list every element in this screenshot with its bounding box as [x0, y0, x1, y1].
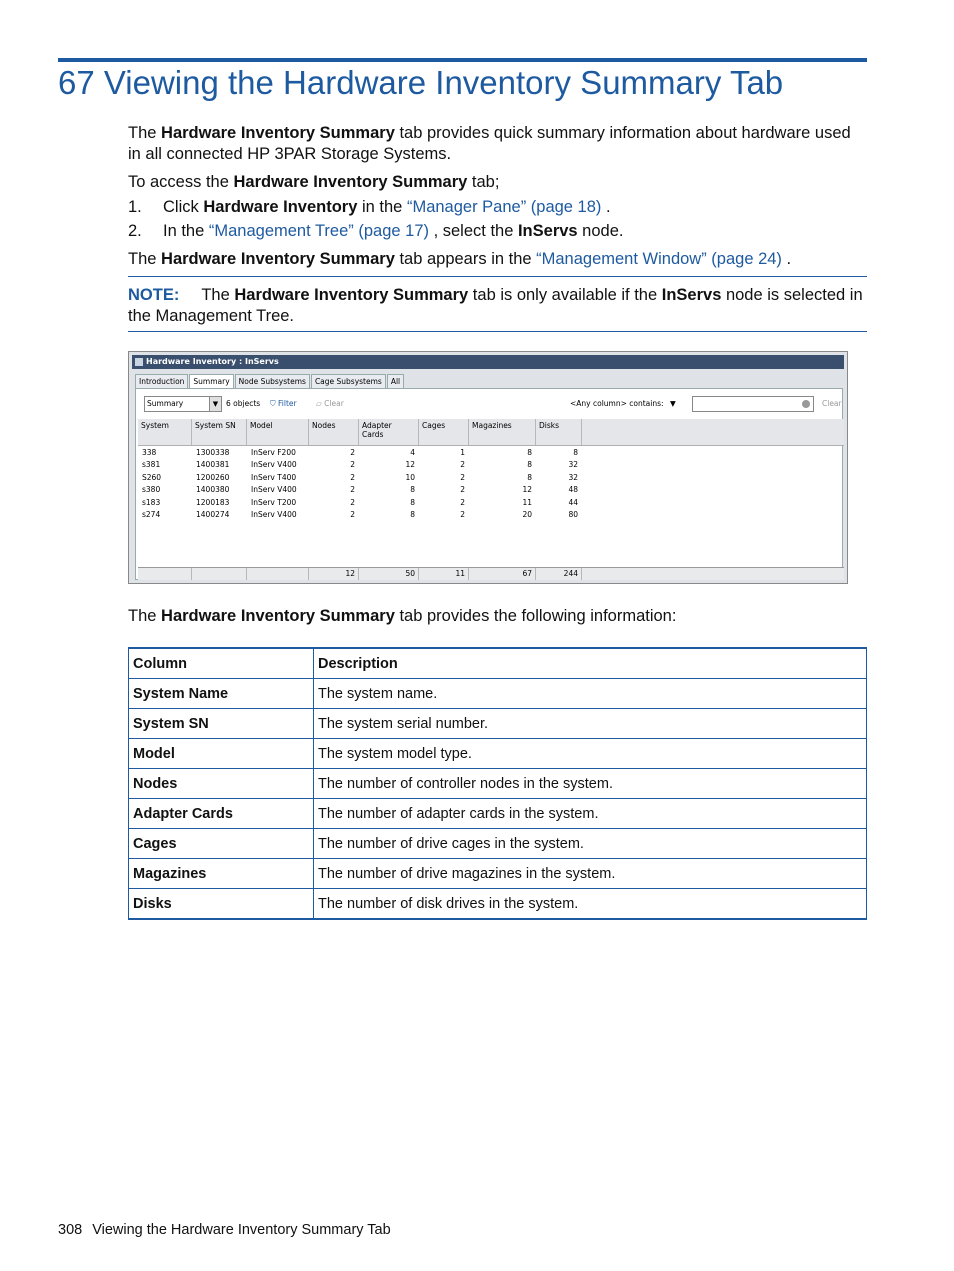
grid-cell: 10	[405, 472, 415, 482]
grid-cell: InServ V400	[251, 485, 297, 495]
step-text: In the	[163, 222, 209, 240]
filter-icon: ⛉	[270, 399, 276, 408]
clear-filter-button[interactable]	[316, 396, 344, 412]
filter-button[interactable]	[270, 396, 297, 412]
table-header-row	[129, 648, 867, 679]
window-titlebar	[132, 355, 844, 369]
tab-cage-subsystems[interactable]: Cage Subsystems	[311, 374, 386, 388]
column-header-cages[interactable]: Cages	[419, 419, 469, 445]
column-header-adapter-cards[interactable]: Adapter Cards	[359, 419, 419, 445]
grid-cell: 1200260	[196, 472, 230, 482]
header-cell: Description	[314, 648, 867, 679]
table-row	[129, 709, 867, 739]
note-label: NOTE:	[128, 286, 180, 304]
grid-cell: 8	[527, 472, 532, 482]
description-cell: The number of drive cages in the system.	[314, 829, 867, 859]
grid-cell: 1	[460, 448, 465, 457]
grid-cell: 2	[460, 472, 465, 482]
intro-post: tab provides quick summary information about hardware used in all connected HP 3PAR Storage Systems.	[128, 124, 851, 163]
grid-cell: 1400381	[196, 460, 230, 470]
grid-cell: 2	[350, 485, 355, 495]
header-cell: Column	[129, 648, 314, 679]
intro-paragraph	[128, 123, 868, 165]
grid-cell: 2	[460, 460, 465, 470]
provides-post: tab provides the following information:	[394, 607, 677, 625]
step-bold: Hardware Inventory	[203, 198, 358, 216]
grid-cell: 20	[522, 510, 532, 519]
column-name-cell: System SN	[129, 709, 314, 739]
column-name-cell: Magazines	[129, 859, 314, 889]
grid-cell: 32	[568, 472, 578, 482]
grid-cell: 80	[568, 510, 578, 519]
note-text: node is selected in the Management Tree.	[128, 286, 863, 325]
table-row[interactable]	[138, 484, 588, 496]
clear-label: Clear	[324, 399, 344, 408]
clear-search-button[interactable]: Clear	[822, 399, 842, 408]
column-description-table	[128, 647, 867, 920]
chevron-down-icon[interactable]: ▼	[670, 399, 676, 408]
grid-cell: 44	[568, 497, 578, 507]
page-footer	[58, 1222, 391, 1238]
grid-cell: 2	[460, 510, 465, 519]
note-bottom-rule	[128, 331, 867, 332]
view-select-value: Summary	[147, 399, 184, 408]
chevron-down-icon: ▼	[209, 397, 221, 411]
access-post: tab;	[467, 173, 500, 191]
appears-bold: Hardware Inventory Summary	[161, 250, 395, 268]
manager-pane-link[interactable]: “Manager Pane” (page 18)	[406, 198, 602, 216]
total-nodes: 12	[309, 568, 359, 580]
management-tree-link[interactable]: “Management Tree” (page 17)	[208, 222, 429, 240]
search-input[interactable]	[692, 396, 814, 412]
table-row	[129, 679, 867, 709]
note-bold: Hardware Inventory Summary	[234, 286, 469, 304]
note-top-rule	[128, 276, 867, 277]
step-text: .	[601, 198, 611, 216]
grid-cell: 8	[410, 485, 415, 495]
grid-cell: s381	[142, 460, 161, 470]
grid-cell: 48	[568, 485, 578, 495]
table-row[interactable]	[138, 509, 588, 521]
column-filter-select[interactable]: <Any column> contains:	[570, 399, 664, 408]
note-text: The	[201, 286, 235, 304]
view-select[interactable]	[144, 396, 222, 412]
provides-paragraph	[128, 606, 868, 627]
grid-cell: 32	[568, 460, 578, 470]
step-text: in the	[357, 198, 407, 216]
column-name-cell: Cages	[129, 829, 314, 859]
grid-cell: 2	[350, 510, 355, 519]
search-icon	[802, 400, 810, 408]
grid-cell: 12	[522, 485, 532, 495]
total-cell	[192, 568, 247, 580]
grid-cell: S260	[142, 472, 162, 482]
grid-cell: 11	[522, 497, 532, 507]
grid-totals-row	[138, 567, 844, 580]
access-paragraph	[128, 172, 868, 193]
column-name-cell: Nodes	[129, 769, 314, 799]
table-row	[129, 889, 867, 920]
table-row	[129, 829, 867, 859]
access-bold: Hardware Inventory Summary	[233, 173, 468, 191]
grid-cell: 8	[410, 510, 415, 519]
total-magazines: 67	[469, 568, 536, 580]
summary-grid	[138, 419, 844, 579]
grid-cell: 338	[142, 448, 157, 457]
hardware-inventory-screenshot	[128, 351, 848, 584]
description-cell: The system model type.	[314, 739, 867, 769]
column-name-cell: Adapter Cards	[129, 799, 314, 829]
tab-all[interactable]: All	[387, 374, 404, 388]
tab-introduction[interactable]: Introduction	[135, 374, 188, 388]
management-window-link[interactable]: “Management Window” (page 24)	[536, 250, 782, 268]
grid-cell: InServ V400	[251, 510, 297, 519]
column-header-nodes[interactable]: Nodes	[309, 419, 359, 445]
grid-cell: InServ V400	[251, 460, 297, 470]
eraser-icon: ▱	[316, 399, 322, 408]
page-number: 308	[58, 1222, 83, 1238]
step-number: 1.	[128, 198, 142, 216]
total-cell	[138, 568, 192, 580]
grid-cell: 12	[405, 460, 415, 470]
grid-cell: 1200183	[196, 497, 230, 507]
table-row	[129, 799, 867, 829]
column-name-cell: System Name	[129, 679, 314, 709]
grid-cell: 2	[460, 497, 465, 507]
grid-cell: InServ T200	[251, 497, 297, 507]
provides-pre: The	[128, 607, 162, 625]
intro-pre: The	[128, 124, 162, 142]
column-header-system-sn[interactable]: System SN	[192, 419, 247, 445]
grid-cell: InServ F200	[251, 448, 296, 457]
window-title: Hardware Inventory : InServs	[146, 357, 279, 366]
footer-title: Viewing the Hardware Inventory Summary Tab	[92, 1222, 391, 1238]
grid-cell: s380	[142, 485, 161, 495]
grid-toolbar	[142, 396, 842, 412]
appears-mid: tab appears in the	[394, 250, 537, 268]
appears-pre: The	[128, 250, 162, 268]
description-cell: The number of disk drives in the system.	[314, 889, 867, 920]
note-text: tab is only available if the	[468, 286, 662, 304]
table-row	[129, 859, 867, 889]
step-2	[128, 221, 868, 242]
heading-rule	[58, 58, 867, 62]
column-header-disks[interactable]: Disks	[536, 419, 582, 445]
step-1	[128, 197, 868, 218]
provides-bold: Hardware Inventory Summary	[161, 607, 395, 625]
tab-strip	[135, 374, 405, 388]
grid-cell: 8	[527, 448, 532, 457]
description-cell: The system name.	[314, 679, 867, 709]
note-bold: InServs	[661, 286, 722, 304]
grid-cell: 8	[527, 460, 532, 470]
column-name-cell: Model	[129, 739, 314, 769]
table-row	[129, 739, 867, 769]
description-cell: The number of controller nodes in the system.	[314, 769, 867, 799]
grid-cell: 2	[350, 460, 355, 470]
grid-cell: 8	[573, 448, 578, 457]
appears-post: .	[781, 250, 792, 268]
tab-node-subsystems[interactable]: Node Subsystems	[235, 374, 310, 388]
total-cages: 11	[419, 568, 469, 580]
grid-cell: 4	[410, 448, 415, 457]
description-cell: The number of drive magazines in the system.	[314, 859, 867, 889]
table-row[interactable]	[138, 459, 588, 471]
column-header-model[interactable]: Model	[247, 419, 309, 445]
grid-cell: InServ T400	[251, 472, 297, 482]
step-number: 2.	[128, 222, 142, 240]
description-cell: The number of adapter cards in the system.	[314, 799, 867, 829]
column-name-cell: Disks	[129, 889, 314, 920]
column-header-magazines[interactable]: Magazines	[469, 419, 536, 445]
step-text: , select the	[429, 222, 518, 240]
table-row[interactable]	[138, 472, 588, 484]
grid-cell: 2	[350, 448, 355, 457]
step-text: node.	[577, 222, 624, 240]
note-box	[128, 285, 868, 327]
grid-cell: 2	[460, 485, 465, 495]
grid-cell: 1300338	[196, 448, 230, 457]
page-title: 67 Viewing the Hardware Inventory Summary Tab	[58, 64, 784, 101]
appears-paragraph	[128, 249, 868, 270]
description-cell: The system serial number.	[314, 709, 867, 739]
summary-panel	[135, 388, 843, 580]
access-pre: To access the	[128, 173, 234, 191]
table-row[interactable]	[138, 497, 588, 509]
table-row[interactable]	[138, 447, 588, 459]
grid-cell: s183	[142, 497, 161, 507]
step-text: Click	[163, 198, 204, 216]
step-bold: InServs	[517, 222, 578, 240]
total-disks: 244	[536, 568, 582, 580]
window-icon	[135, 358, 143, 366]
grid-cell: 1400274	[196, 510, 230, 519]
table-row	[129, 769, 867, 799]
filter-label: Filter	[278, 399, 297, 408]
grid-header	[138, 419, 844, 446]
grid-cell: 2	[350, 472, 355, 482]
grid-cell: 1400380	[196, 485, 230, 495]
total-cell	[247, 568, 309, 580]
grid-cell: 2	[350, 497, 355, 507]
intro-bold: Hardware Inventory Summary	[161, 124, 395, 142]
total-adapter-cards: 50	[359, 568, 419, 580]
object-count: 6 objects	[226, 399, 261, 408]
grid-cell: s274	[142, 510, 161, 519]
grid-cell: 8	[410, 497, 415, 507]
tab-summary[interactable]: Summary	[189, 374, 233, 388]
column-header-system[interactable]: System	[138, 419, 192, 445]
